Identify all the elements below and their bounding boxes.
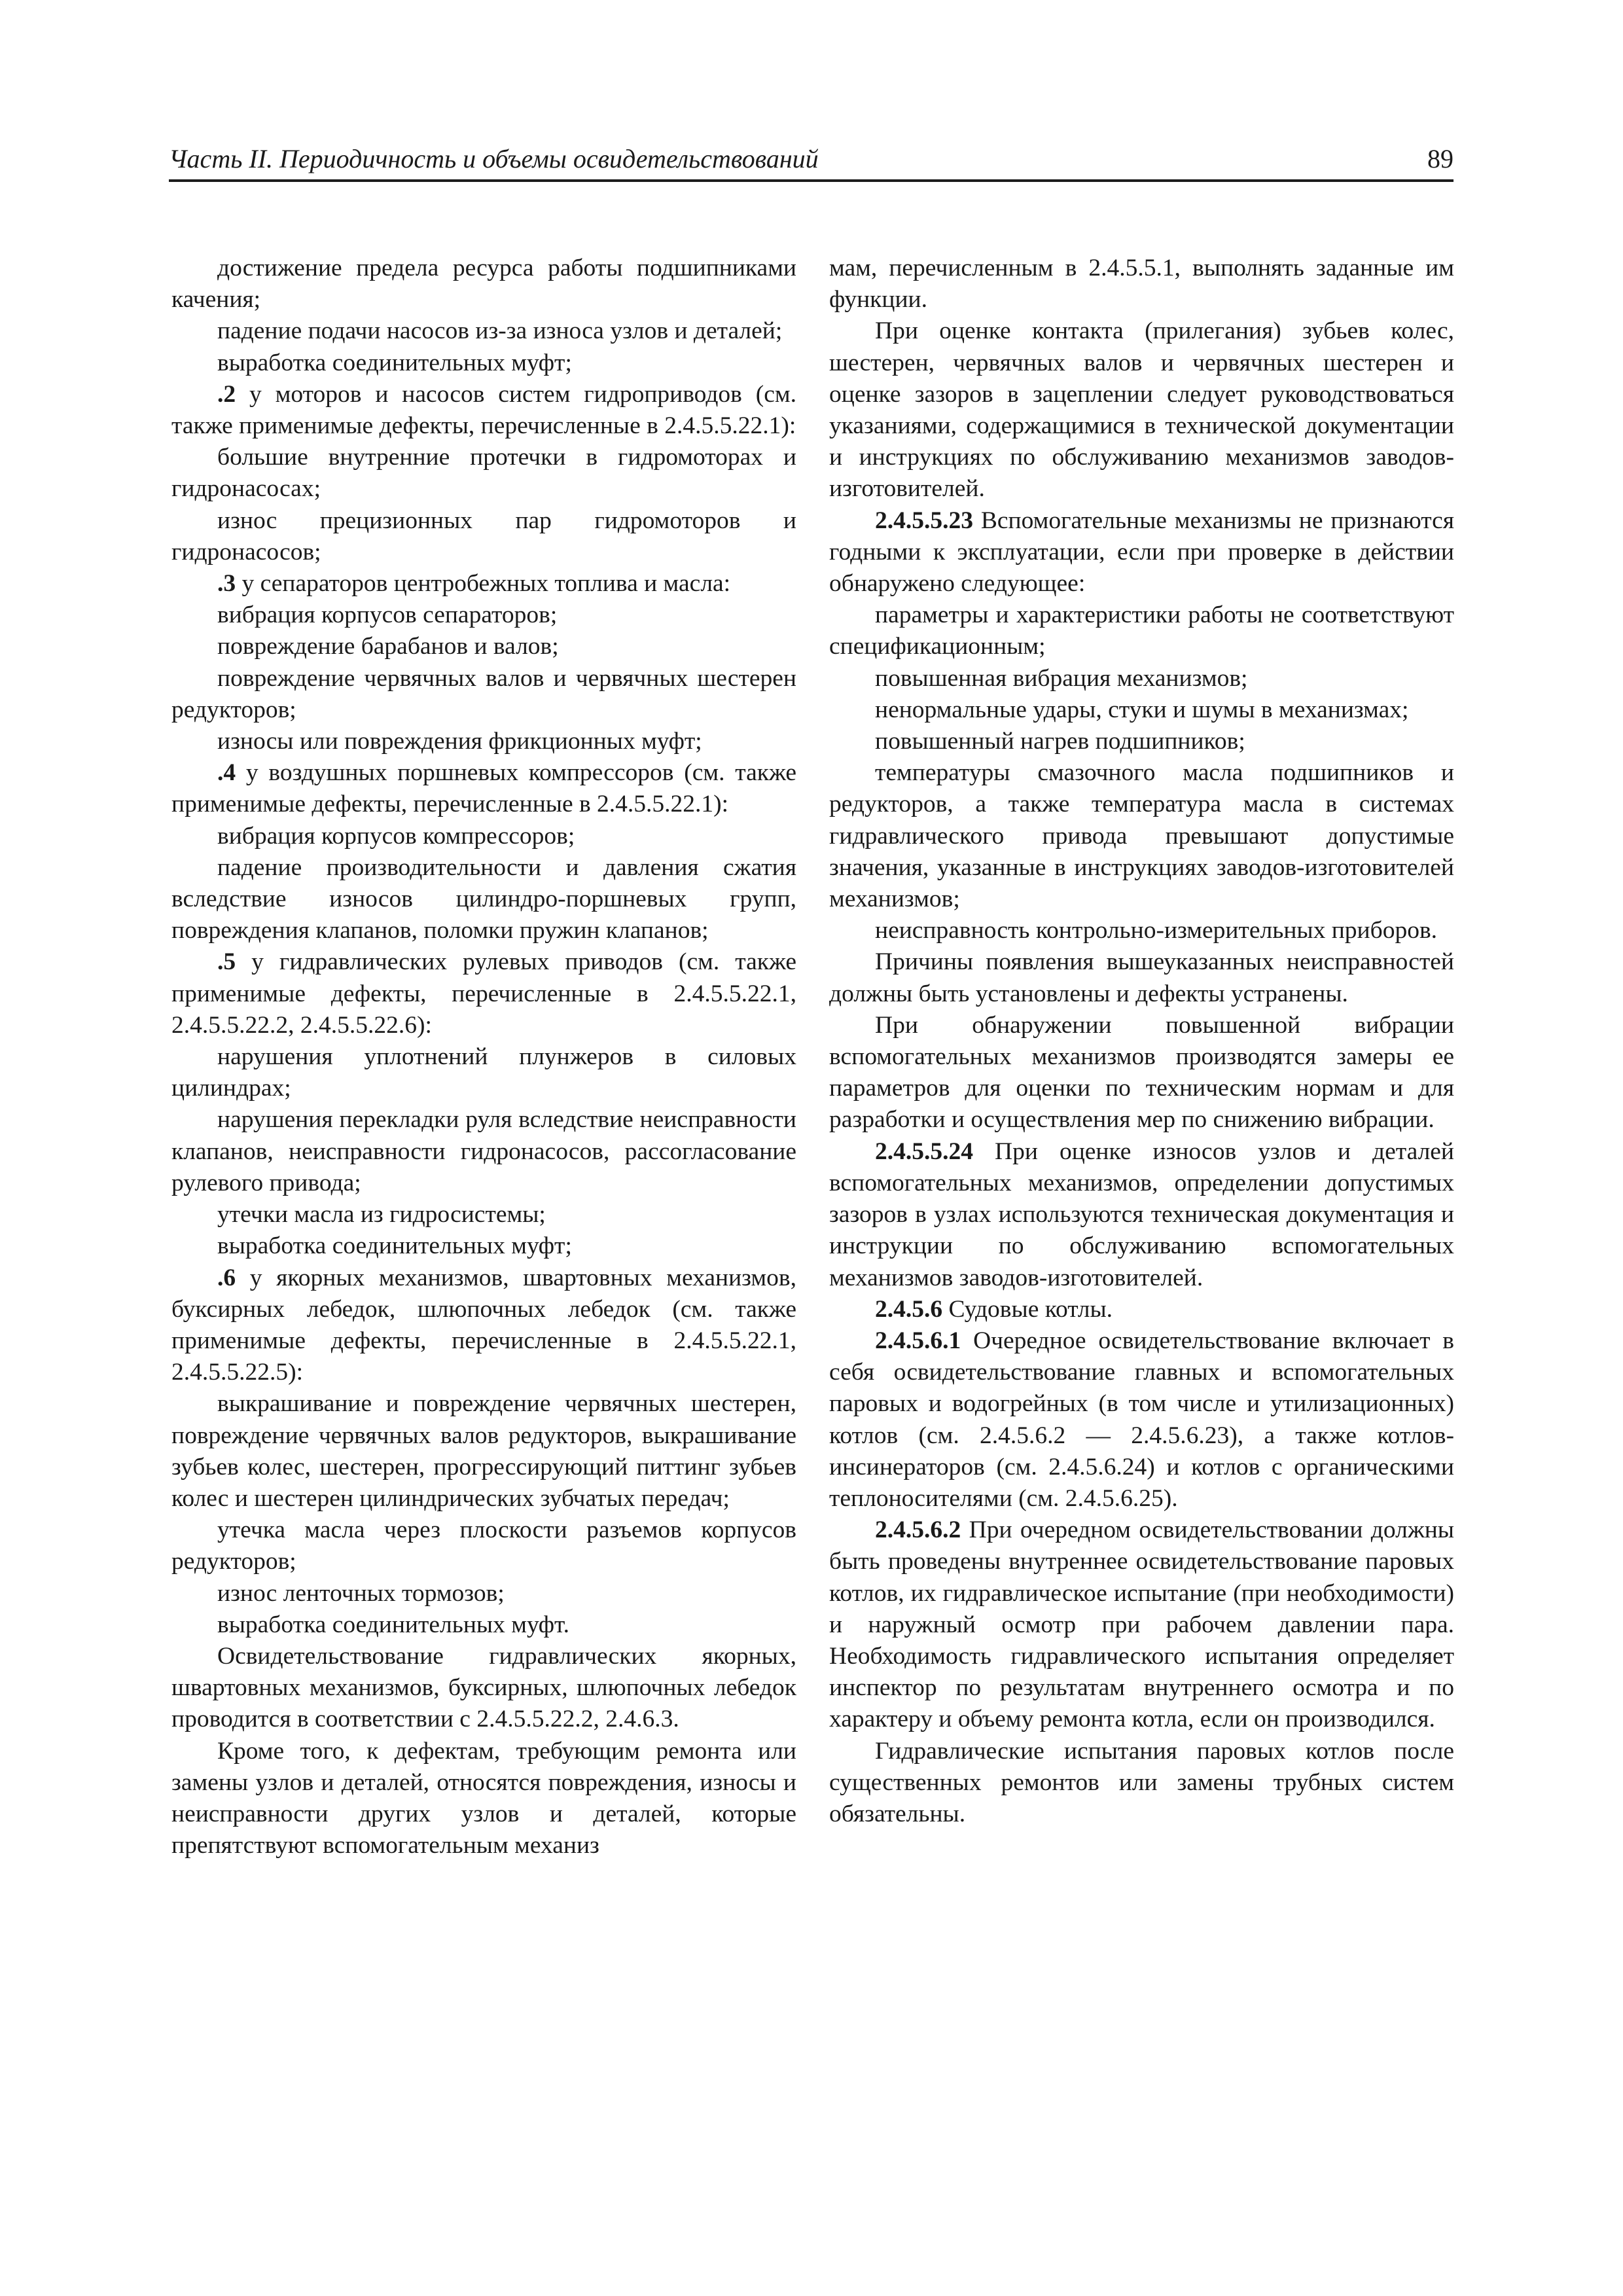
section-number: 2.4.5.5.23 (875, 507, 973, 534)
paragraph (829, 946, 1454, 1009)
section-number: 2.4.5.6.2 (875, 1516, 961, 1544)
paragraph (829, 694, 1454, 726)
paragraph-text: повышенный нагрев подшипников; (875, 728, 1245, 755)
paragraph-text: износ прецизионных пар гидромоторов и гидронасосов; (171, 507, 796, 565)
header-title: Часть II. Периодичность и объемы освидетельствований (169, 144, 819, 173)
section-number: 2.4.5.6.1 (875, 1327, 961, 1354)
right-text-column (829, 253, 1454, 1830)
paragraph-text: утечка масла через плоскости разъемов корпусов редукторов; (171, 1516, 796, 1575)
paragraph (171, 348, 796, 379)
paragraph-text: повреждение барабанов и валов; (217, 633, 559, 660)
paragraph (829, 1010, 1454, 1136)
paragraph-text: износы или повреждения фрикционных муфт; (217, 728, 702, 755)
paragraph-text: выкрашивание и повреждение червячных шестерен, повреждение червячных валов редукторов, выкрашивание зубьев колес, шестерен, прогрессирующий питтинг зубьев колес и шестерен цилиндрических зубчатых передач; (171, 1390, 796, 1512)
paragraph (171, 1388, 796, 1515)
section-number: 2.4.5.6 (875, 1295, 943, 1323)
paragraph-text: Судовые котлы. (942, 1295, 1113, 1323)
paragraph-text: При оценке контакта (прилегания) зубьев колес, шестерен, червячных валов и червячных шестерен и оценке зазоров в зацеплении следует руководствоваться указаниями, содержащимися в технической документации и инструкциях по обслуживанию механизмов заводов-изготовителей. (829, 317, 1454, 503)
paragraph (171, 379, 796, 442)
paragraph (829, 726, 1454, 757)
paragraph-text: Очередное освидетельствование включает в себя освидетельствование главных и вспомогательных паровых и водогрейных (в том числе и утилизационных) котлов (см. 2.4.5.6.2 — 2.4.5.6.23), а также котлов-инсинераторов (см. 2.4.5.6.24) и котлов с органическими теплоносителями (см. 2.4.5.6.25). (829, 1327, 1454, 1512)
page-number: 89 (1427, 144, 1454, 173)
paragraph (171, 568, 796, 600)
paragraph (171, 821, 796, 852)
paragraph (829, 315, 1454, 505)
paragraph-text: вибрация корпусов сепараторов; (217, 601, 558, 629)
paragraph (171, 726, 796, 757)
paragraph-text: выработка соединительных муфт. (217, 1611, 570, 1638)
paragraph-text: При оценке износов узлов и деталей вспомогательных механизмов, определении допустимых зазоров в узлах используются техническая документация и инструкции по обслуживанию вспомогательных механизмов заводов-изготовителей. (829, 1138, 1454, 1291)
paragraph-text: При очередном освидетельствовании должны быть проведены внутреннее освидетельствование паровых котлов, их гидравлическое испытание (при необходимости) и наружный осмотр при рабочем давлении пара. Необходимость гидравлического испытания определяет инспектор по результатам внутреннего осмотра и по характеру и объему ремонта котла, если он производился. (829, 1516, 1454, 1733)
paragraph (171, 1104, 796, 1199)
paragraph (171, 1199, 796, 1230)
paragraph (171, 1736, 796, 1862)
paragraph (829, 1325, 1454, 1515)
paragraph (171, 663, 796, 726)
paragraph (829, 663, 1454, 694)
paragraph (829, 757, 1454, 915)
paragraph-text: большие внутренние протечки в гидромоторах и гидронасосах; (171, 444, 796, 503)
left-text-column (171, 253, 796, 1861)
paragraph-text: повышенная вибрация механизмов; (875, 664, 1248, 692)
paragraph-text: При обнаружении повышенной вибрации вспомогательных механизмов производятся замеры ее параметров для оценки по техническим нормам и для разработки и осуществления мер по снижению вибрации. (829, 1011, 1454, 1134)
paragraph-text: Кроме того, к дефектам, требующим ремонта или замены узлов и деталей, относятся повреждения, износы и неисправности других узлов и деталей, которые препятствуют вспомогательным механиз (171, 1737, 796, 1859)
paragraph (171, 1578, 796, 1609)
paragraph (829, 1515, 1454, 1735)
paragraph (829, 505, 1454, 600)
paragraph (829, 915, 1454, 946)
paragraph (171, 600, 796, 631)
paragraph-text: утечки масла из гидросистемы; (217, 1201, 546, 1229)
paragraph-text: у моторов и насосов систем гидроприводов (см. также применимые дефекты, перечисленные в 2.4.5.5.22.1): (171, 380, 796, 440)
paragraph (171, 946, 796, 1041)
paragraph-text: Освидетельствование гидравлических якорных, швартовных механизмов, буксирных, шлюпочных лебедок проводится в соответствии с 2.4.5.5.22.2, 2.4.6.3. (171, 1642, 796, 1733)
section-number: .6 (217, 1264, 236, 1291)
paragraph-text: ненормальные удары, стуки и шумы в механизмах; (875, 696, 1409, 723)
paragraph (829, 600, 1454, 662)
paragraph-text: нарушения перекладки руля вследствие неисправности клапанов, неисправности гидронасосов, рассогласование рулевого привода; (171, 1106, 796, 1196)
paragraph-text: выработка соединительных муфт; (217, 1232, 572, 1260)
paragraph (171, 505, 796, 568)
paragraph (171, 1641, 796, 1736)
paragraph-text: у сепараторов центробежных топлива и масла: (236, 570, 731, 598)
paragraph (171, 253, 796, 315)
paragraph-text: температуры смазочного масла подшипников и редукторов, а также температура масла в системах гидравлического привода превышают допустимые значения, указанные в инструкциях заводов-изготовителей механизмов; (829, 759, 1454, 913)
paragraph (171, 1263, 796, 1389)
paragraph (171, 1609, 796, 1641)
paragraph-text: у гидравлических рулевых приводов (см. также применимые дефекты, перечисленные в 2.4.5.5.22.1, 2.4.5.5.22.2, 2.4.5.5.22.6): (171, 948, 796, 1039)
running-header (169, 137, 1454, 182)
paragraph (171, 1230, 796, 1262)
section-number: .5 (217, 948, 236, 976)
paragraph-text: Причины появления вышеуказанных неисправностей должны быть установлены и дефекты устранены. (829, 948, 1454, 1007)
paragraph (171, 442, 796, 505)
paragraph-text: достижение предела ресурса работы подшипниками качения; (171, 255, 796, 314)
paragraph-text: у воздушных поршневых компрессоров (см. также применимые дефекты, перечисленные в 2.4.5.5.22.1): (171, 759, 796, 818)
paragraph-text: параметры и характеристики работы не соответствуют спецификационным; (829, 601, 1454, 660)
paragraph (171, 631, 796, 662)
section-number: .2 (217, 380, 236, 408)
paragraph (829, 253, 1454, 315)
paragraph (829, 1736, 1454, 1831)
paragraph-text: у якорных механизмов, швартовных механизмов, буксирных лебедок, шлюпочных лебедок (см. также применимые дефекты, перечисленные в 2.4.5.5.22.1, 2.4.5.5.22.5): (171, 1264, 796, 1386)
paragraph-text: неисправность контрольно-измерительных приборов. (875, 917, 1438, 944)
paragraph (171, 315, 796, 347)
paragraph (171, 1515, 796, 1577)
paragraph (171, 1041, 796, 1104)
paragraph-text: Гидравлические испытания паровых котлов после существенных ремонтов или замены трубных систем обязательны. (829, 1737, 1454, 1827)
paragraph-text: вибрация корпусов компрессоров; (217, 822, 575, 850)
paragraph-text: нарушения уплотнений плунжеров в силовых цилиндрах; (171, 1043, 796, 1102)
paragraph-text: падение производительности и давления сжатия вследствие износов цилиндро-поршневых групп, повреждения клапанов, поломки пружин клапанов; (171, 853, 796, 944)
section-number: .3 (217, 570, 236, 598)
section-number: 2.4.5.5.24 (875, 1138, 973, 1165)
paragraph (829, 1294, 1454, 1325)
paragraph-text: повреждение червячных валов и червячных шестерен редукторов; (171, 664, 796, 723)
paragraph-text: мам, перечисленным в 2.4.5.5.1, выполнять заданные им функции. (829, 255, 1454, 314)
paragraph-text: выработка соединительных муфт; (217, 349, 572, 376)
paragraph (171, 757, 796, 820)
paragraph-text: износ ленточных тормозов; (217, 1579, 505, 1607)
paragraph (171, 852, 796, 947)
paragraph-text: Вспомогательные механизмы не признаются годными к эксплуатации, если при проверке в действии обнаружено следующее: (829, 507, 1454, 598)
paragraph (829, 1136, 1454, 1294)
paragraph-text: падение подачи насосов из-за износа узлов и деталей; (217, 317, 783, 345)
section-number: .4 (217, 759, 236, 787)
